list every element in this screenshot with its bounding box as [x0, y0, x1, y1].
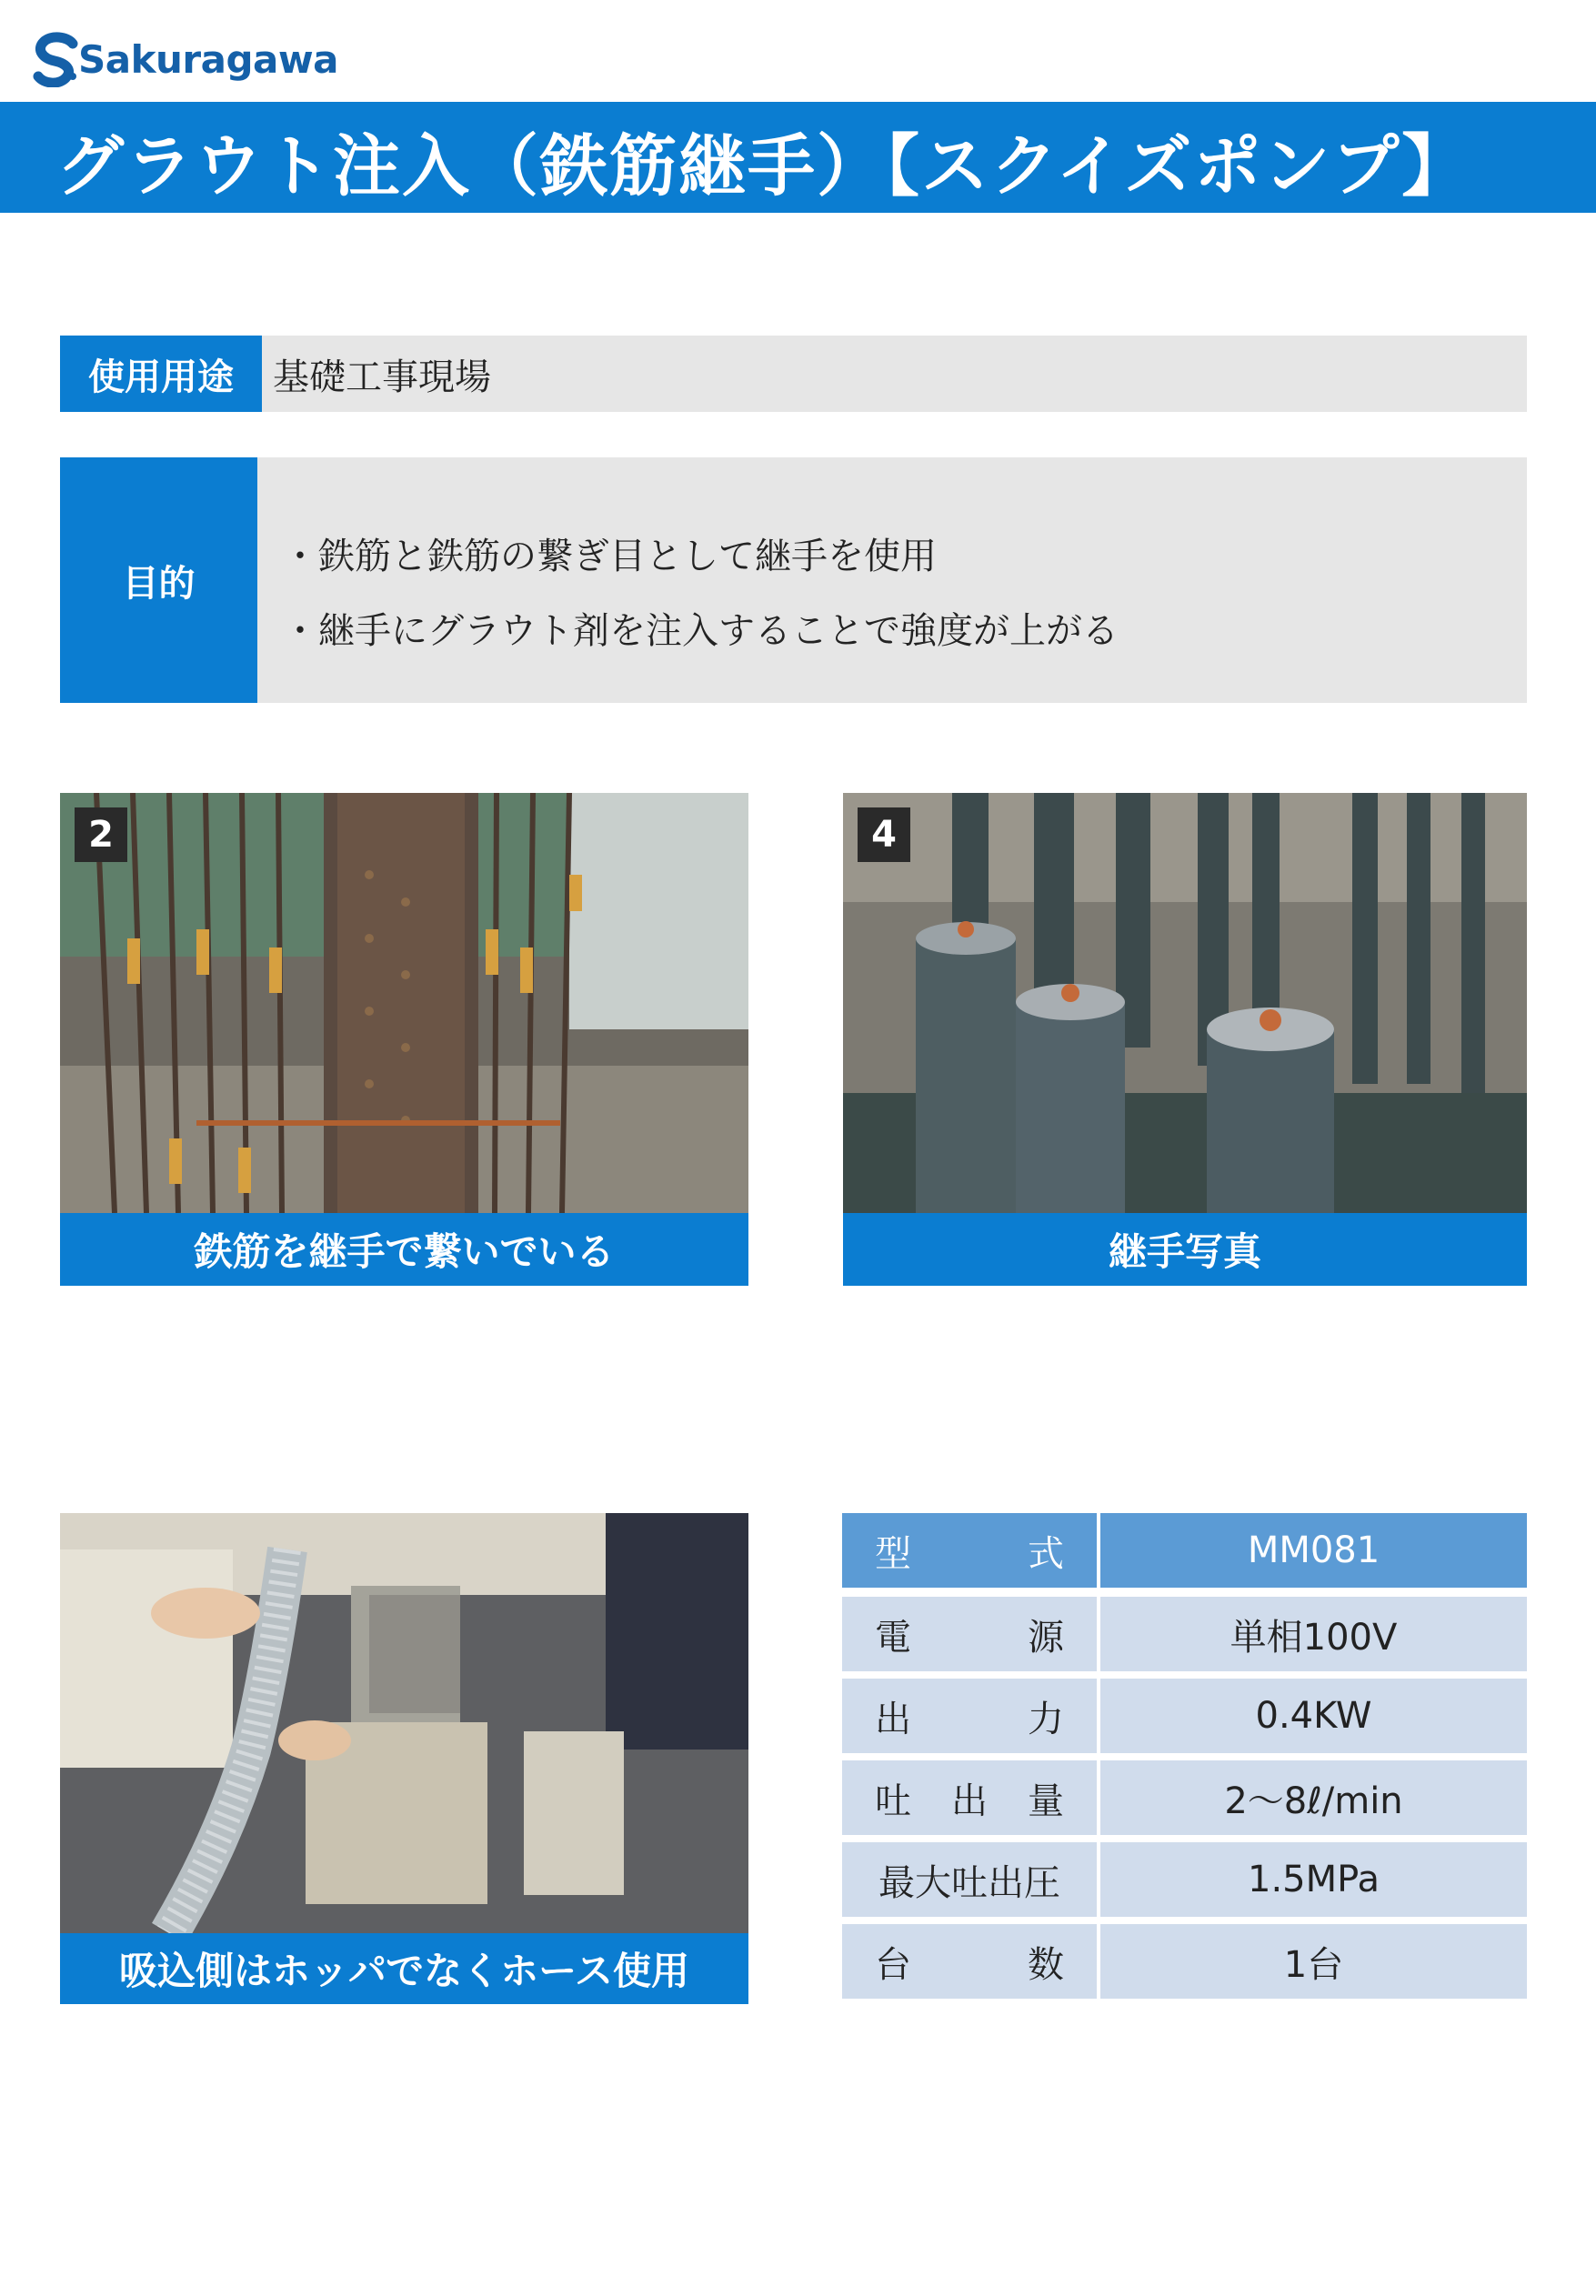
spec-value: 1.5MPa	[1100, 1842, 1527, 1917]
spec-key: 電 源	[842, 1597, 1097, 1671]
usage-value: 基礎工事現場	[273, 356, 491, 398]
spec-value: 0.4KW	[1100, 1679, 1527, 1753]
logo-text: Sakuragawa	[78, 36, 339, 82]
purpose-item: ・鉄筋と鉄筋の繋ぎ目として継手を使用	[282, 536, 937, 577]
spec-row	[842, 1679, 1527, 1753]
photo-number-badge: 4	[858, 807, 910, 862]
purpose-row	[60, 457, 1527, 703]
usage-row	[60, 336, 1527, 412]
purpose-list	[282, 519, 1119, 668]
photo-rebar-joints	[60, 793, 748, 1213]
photo-pump-hose	[60, 1513, 748, 1933]
photo-caption: 吸込側はホッパでなくホース使用	[60, 1933, 748, 2004]
spec-key: 型 式	[842, 1513, 1097, 1588]
usage-label: 使用用途	[60, 336, 262, 412]
brand-logo	[33, 27, 338, 91]
spec-row	[842, 1842, 1527, 1917]
spec-key: 出 力	[842, 1679, 1097, 1753]
spec-row	[842, 1760, 1527, 1835]
spec-value: MM081	[1100, 1513, 1527, 1588]
spec-value: 1台	[1100, 1924, 1527, 1999]
purpose-label: 目的	[60, 457, 257, 703]
spec-key: 台 数	[842, 1924, 1097, 1999]
spec-value: 2～8ℓ/min	[1100, 1760, 1527, 1835]
photo-caption: 継手写真	[843, 1213, 1527, 1286]
spec-row	[842, 1597, 1527, 1671]
photo-couplers	[843, 793, 1527, 1213]
spec-key: 吐 出 量	[842, 1760, 1097, 1835]
purpose-item: ・継手にグラウト剤を注入することで強度が上がる	[282, 610, 1119, 652]
spec-value: 単相100V	[1100, 1597, 1527, 1671]
page-title: グラウト注入（鉄筋継手）【スクイズポンプ】	[56, 127, 1471, 206]
photo-number-badge: 2	[75, 807, 127, 862]
spec-header-row	[842, 1513, 1527, 1588]
photo-caption: 鉄筋を継手で繋いでいる	[60, 1213, 748, 1286]
title-band	[0, 102, 1596, 213]
spec-key: 最大吐出圧	[842, 1842, 1097, 1917]
logo-s-icon	[33, 31, 82, 87]
spec-row	[842, 1924, 1527, 1999]
